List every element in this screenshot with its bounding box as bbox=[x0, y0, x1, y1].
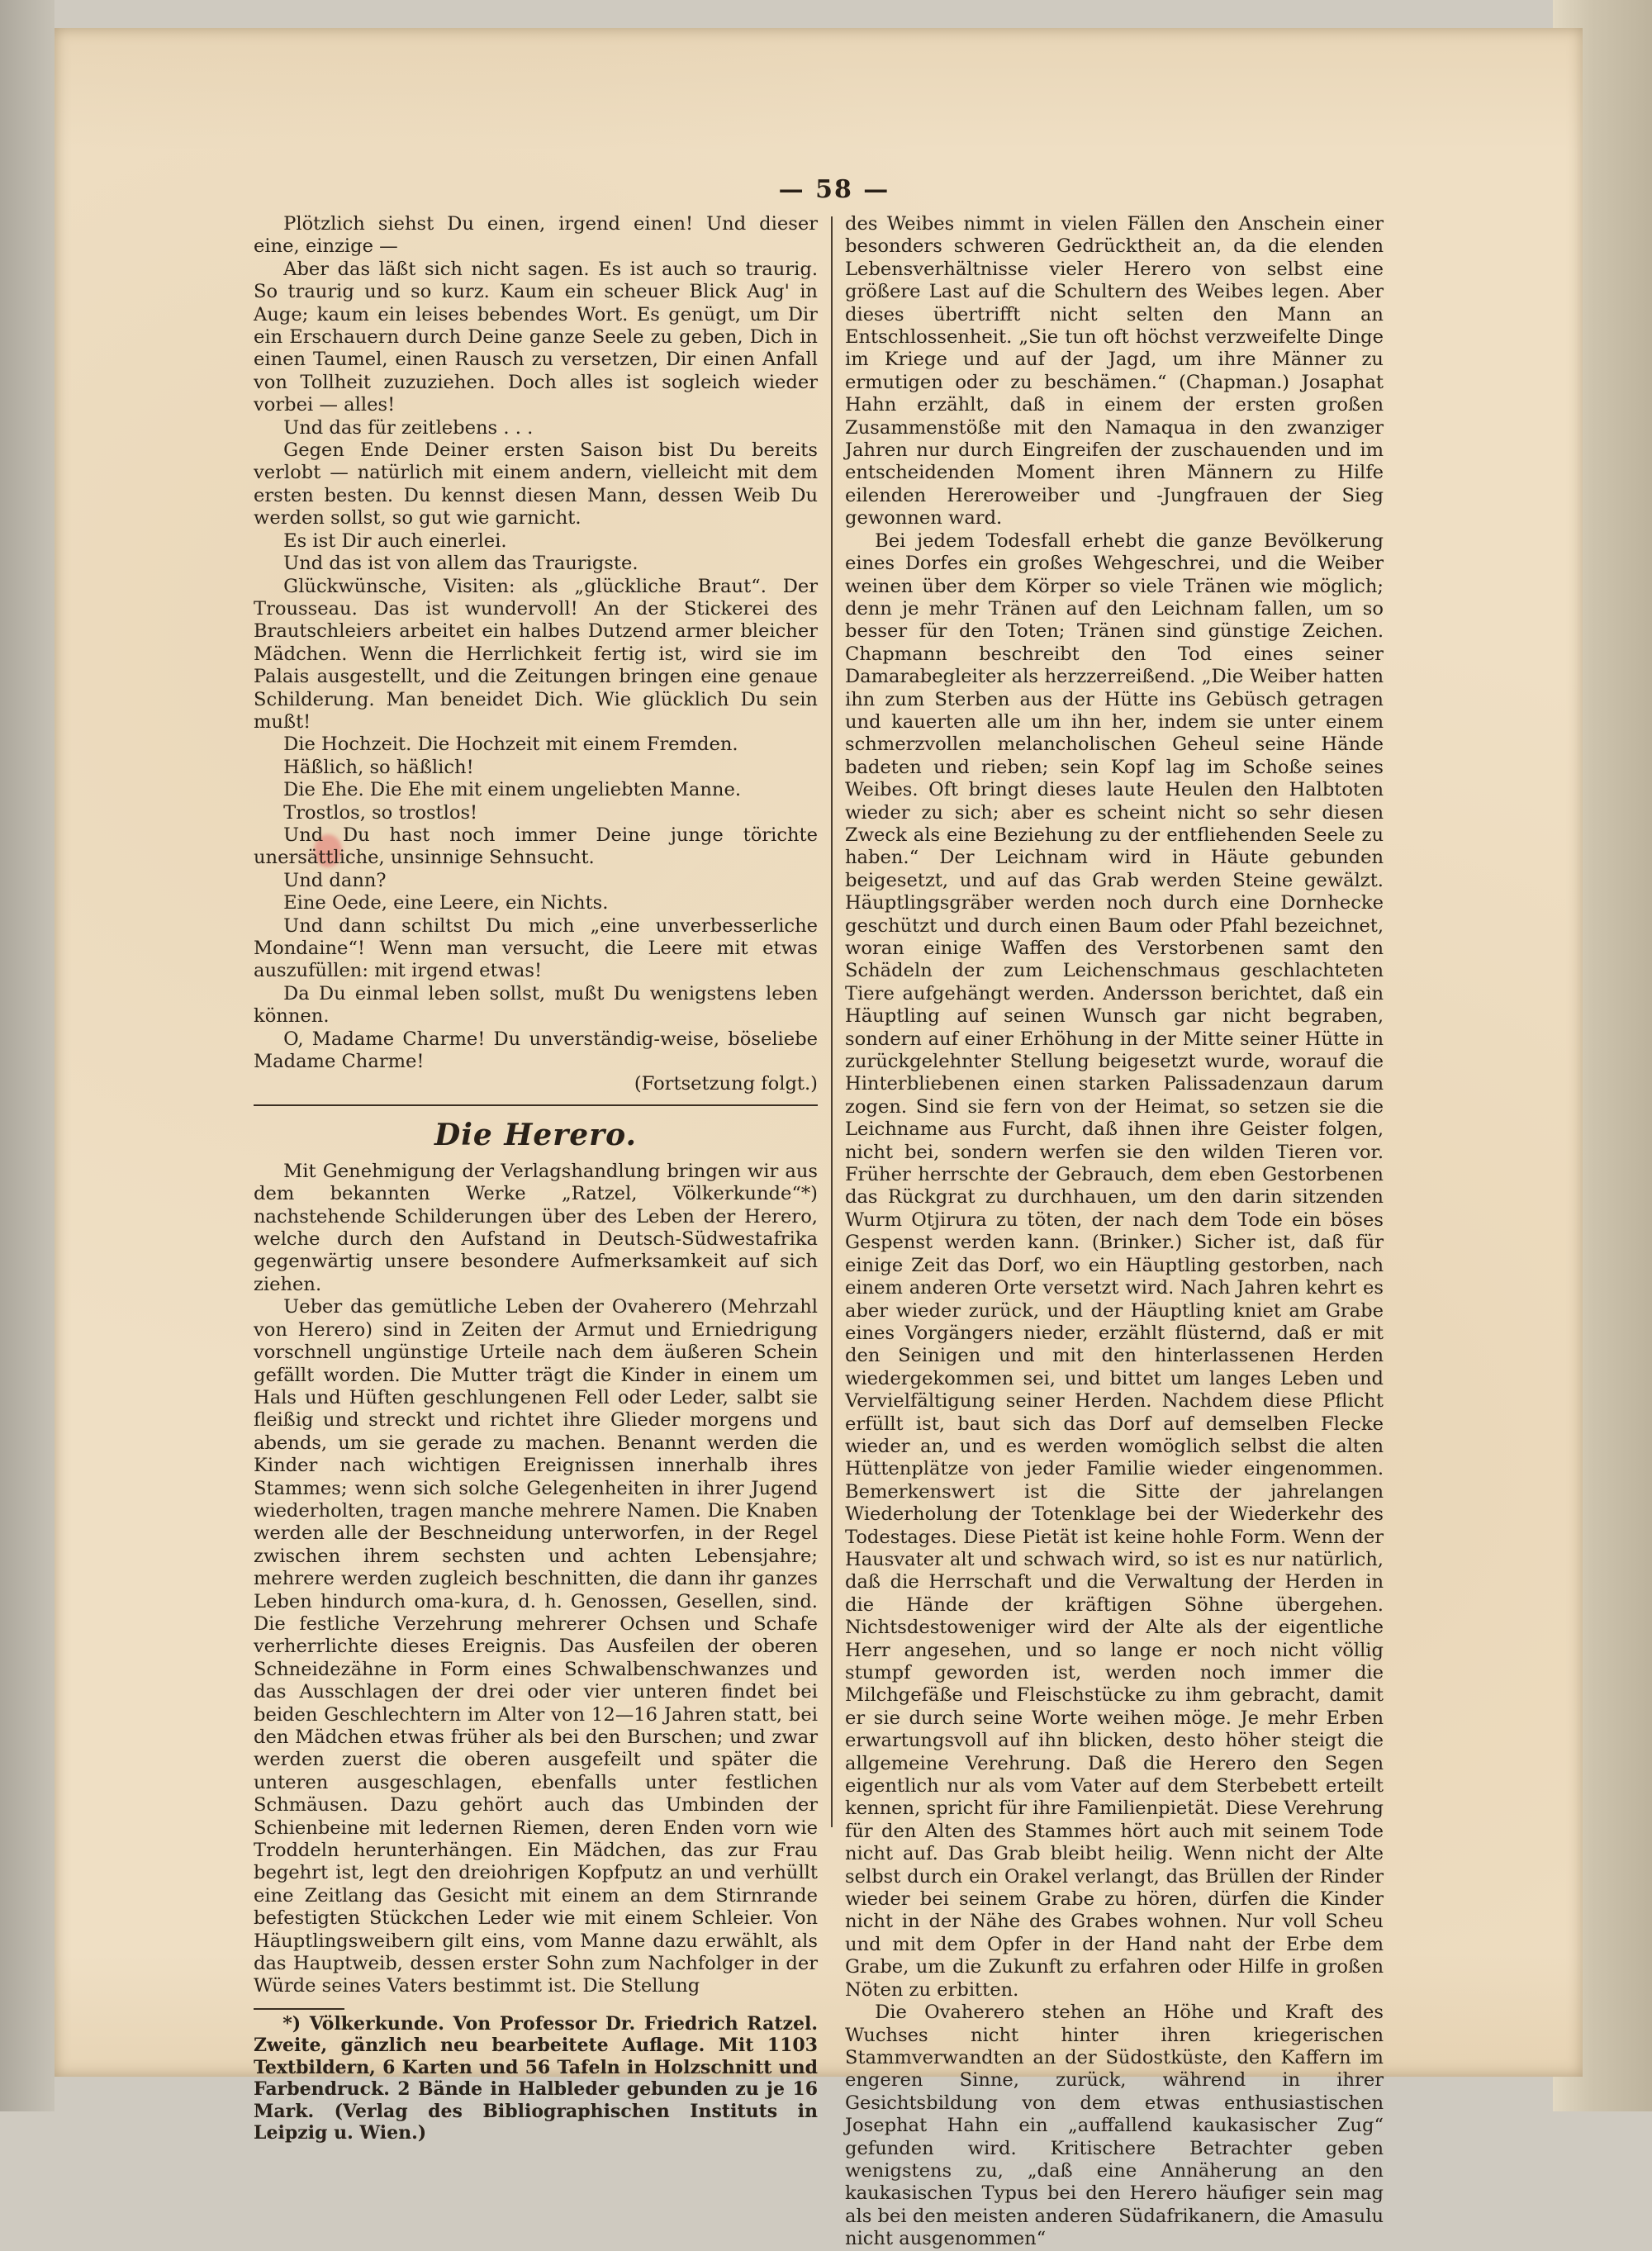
footnote: *) Völkerkunde. Von Professor Dr. Friedrich Ratzel. Zweite, gänzlich neu bearbeitete Auflage. Mit 1103 Textbildern, 6 Karten und 56 Tafeln in Holzschnitt und Farbendruck. 2 Bände in Halbleder gebunden zu je 16 Mark. (Verlag des Bibliographischen Instituts in Leipzig u. Wien.) bbox=[254, 2012, 818, 2144]
paragraph: Und Du hast noch immer Deine junge törichte unersättliche, unsinnige Sehnsucht. bbox=[254, 824, 818, 869]
paragraph: Die Ehe. Die Ehe mit einem ungeliebten Manne. bbox=[283, 779, 742, 801]
paragraph: Es ist Dir auch einerlei. bbox=[283, 530, 507, 552]
article-title: Die Herero. bbox=[434, 1117, 637, 1152]
article-paragraph: Mit Genehmigung der Verlagshandlung bringen wir aus dem bekannten Werke „Ratzel, Völkerkunde“*) nachstehende Schilderungen über des Leben der Herero, welche durch den Aufstand in Deutsch-Südwestafrika gegenwärtig unsere besondere Aufmerksamkeit auf sich ziehen. bbox=[254, 1160, 818, 1295]
paragraph: Die Hochzeit. Die Hochzeit mit einem Fremden. bbox=[283, 734, 738, 756]
article-paragraph: Bei jedem Todesfall erhebt die ganze Bevölkerung eines Dorfes ein großes Wehgeschrei, und die Weiber weinen über dem Körper so viele Tränen wie möglich; denn je mehr Tränen auf den Leichnam fallen, um so besser für den Toten; Tränen sind günstige Zeichen. Chapmann beschreibt den Tod eines seiner Damarabegleiter als herzzerreißend. „Die Weiber hatten ihn zum Sterben aus der Hütte ins Gebüsch getragen und kauerten alle um ihn her, indem sie unter einem schmerzvollen melancholischen Geheul seine Hände badeten und rieben; sein Kopf lag im Schoße seines Weibes. Oft bringt dieses laute Heulen den Halbtoten wieder zu sich; aber es scheint nicht so sehr diesen Zweck als eine Beziehung zu der entfliehenden Seele zu haben.“ Der Leichnam wird in Häute gebunden beigesetzt, und auf das Grab werden Steine gewälzt. Häuptlingsgräber werden noch durch eine Dornhecke geschützt und durch einen Baum oder Pfahl bezeichnet, woran einige Waffen des Verstorbenen samt den Schädeln der zum Leichenschmaus geschlachteten Tiere aufgehängt werden. Andersson berichtet, daß ein Häuptling auf seinen Wunsch gar nicht begraben, sondern auf einer Erhöhung in der Mitte seiner Hütte in zurückgelehnter Stellung beigesetzt wurde, worauf die Hinterbliebenen einen starken Palissadenzaun darum zogen. Sind sie fern von der Heimat, so setzen sie die Leichname aus Furcht, daß ihnen ihre Geister folgen, nicht bei, sondern werfen sie den wilden Tieren vor. Früher herrschte der Gebrauch, dem eben Gestorbenen das Rückgrat zu durchhauen, um den darin sitzenden Wurm Otjirura zu töten, der nach dem Tode ein böses Gespenst werden kann. (Brinker.) Sicher ist, daß für einige Zeit das Dorf, wo ein Häuptling gestorben, nach einem anderen Orte versetzt wird. Nach Jahren kehrt es aber wieder zurück, und der Häuptling kniet am Grabe eines Vorgängers nieder, erzählt flüsternd, daß er mit den Seinigen und mit den hinterlassenen Herden wiedergekommen sei, und bittet um langes Leben und Vervielfältigung seiner Herden. Nachdem diese Pflicht erfüllt ist, baut sich das Dorf auf demselben Flecke wieder an, und es werden womöglich selbst die alten Hüttenplätze von jeder Familie wieder eingenommen. Bemerkenswert ist die Sitte der jahrelangen Wiederholung der Totenklage bei der Wiederkehr des Todestages. Diese Pietät ist keine hohle Form. Wenn der Hausvater alt und schwach wird, so ist es nur natürlich, daß die Herrschaft und die Verwaltung der Herden in die Hände der kräftigen Söhne übergehen. Nichtsdestoweniger wird der Alte als der eigentliche Herr angesehen, und so lange er noch nicht völlig stumpf geworden ist, werden noch immer die Milchgefäße und Fleischstücke zu ihm gebracht, damit er sie durch seine Worte weihen möge. Je mehr Erben erwartungsvoll auf ihn blicken, desto höher steigt die allgemeine Verehrung. Daß die Herero den Segen eigentlich nur als vom Vater auf dem Sterbebett erteilt kennen, spricht für ihre Familienpietät. Diese Verehrung für den Alten des Stammes hört auch mit seinem Tode nicht auf. Das Grab bleibt heilig. Wenn nicht der Alte selbst durch ein Orakel verlangt, das Brüllen der Rinder wieder bei seinem Grabe zu hören, dürfen die Kinder nicht in der Nähe des Grabes wohnen. Nur voll Scheu und mit dem Opfer in der Hand naht der Erbe dem Grabe, um die Zukunft zu erfahren oder Hilfe in großen Nöten zu erbitten. bbox=[845, 530, 1384, 2001]
paragraph: Und dann? bbox=[283, 869, 387, 891]
paragraph: Häßlich, so häßlich! bbox=[283, 756, 474, 778]
paragraph: Gegen Ende Deiner ersten Saison bist Du bereits verlobt — natürlich mit einem andern, vielleicht mit dem ersten besten. Du kennst diesen Mann, dessen Weib Du werden sollst, so gut wie garnicht. bbox=[254, 439, 818, 530]
paragraph: Glückwünsche, Visiten: als „glückliche Braut“. Der Trousseau. Das ist wundervoll! An der Stickerei des Brautschleiers arbeitet ein halbes Dutzend armer bleicher Mädchen. Wenn die Herrlichkeit fertig ist, wird sie im Palais ausgestellt, und die Zeitungen bringen eine genaue Schilderung. Man beneidet Dich. Wie glücklich Du sein mußt! bbox=[254, 575, 818, 733]
paragraph: Eine Oede, eine Leere, ein Nichts. bbox=[283, 892, 609, 914]
column-divider bbox=[831, 216, 833, 1827]
footnote-divider bbox=[254, 2008, 344, 2010]
paragraph: Und das ist von allem das Traurigste. bbox=[283, 553, 638, 575]
right-column bbox=[845, 213, 1384, 2251]
paragraph: O, Madame Charme! Du unverständig-weise, böseliebe Madame Charme! bbox=[254, 1028, 818, 1073]
article-paragraph: Die Ovaherero stehen an Höhe und Kraft des Wuchses nicht hinter ihren kriegerischen Stammverwandten an der Südostküste, den Kaffern im engeren Sinne, zurück, während in ihrer Gesichtsbildung von dem etwas enthusiastischen Josephat Hahn ein „auffallend kaukasischer Zug“ gefunden wird. Kritischere Betrachter geben wenigstens zu, „daß eine Annäherung an den kaukasischen Typus bei den Herero häufiger sein mag als bei den meisten anderen Südafrikanern, die Amasulu nicht ausgenommen“ bbox=[845, 2002, 1384, 2250]
paragraph: Da Du einmal leben sollst, mußt Du wenigstens leben können. bbox=[254, 982, 818, 1028]
paragraph: Und das für zeitlebens . . . bbox=[283, 416, 534, 439]
paragraph: Aber das läßt sich nicht sagen. Es ist auch so traurig. So traurig und so kurz. Kaum ein scheuer Blick Aug' in Auge; kaum ein leises bebendes Wort. Es genügt, um Dir ein Erschauern durch Deine ganze Seele zu geben, Dich in einen Taumel, einen Rausch zu versetzen, Dir einen Anfall von Tollheit zuzuziehen. Doch alles ist sogleich wieder vorbei — alles! bbox=[254, 258, 818, 416]
continuation-note: (Fortsetzung folgt.) bbox=[634, 1073, 818, 1095]
paragraph: Plötzlich siehst Du einen, irgend einen! Und dieser eine, einzige — bbox=[254, 213, 818, 258]
article-paragraph: des Weibes nimmt in vielen Fällen den Anschein einer besonders schweren Gedrücktheit an, da die elenden Lebensverhältnisse vieler Herero von selbst eine größere Last auf die Schultern des Weibes legen. Aber dieses übertrifft nicht selten den Mann an Entschlossenheit. „Sie tun oft höchst verzweifelte Dinge im Kriege und auf der Jagd, um ihre Männer zu ermutigen oder zu beschämen.“ (Chapman.) Josaphat Hahn erzählt, daß in einem der ersten großen Zusammenstöße mit den Namaqua in den zwanziger Jahren nur durch Eingreifen der zuschauenden und im entscheidenden Moment ihren Männern zu Hilfe eilenden Hereroweiber und -Jungfrauen der Sieg gewonnen ward. bbox=[845, 213, 1384, 530]
paragraph: Trostlos, so trostlos! bbox=[283, 801, 478, 824]
article-paragraph: Ueber das gemütliche Leben der Ovaherero (Mehrzahl von Herero) sind in Zeiten der Armut und Erniedrigung vorschnell ungünstige Urteile nach dem äußeren Schein gefällt worden. Die Mutter trägt die Kinder in einem um Hals und Hüften geschlungenen Fell oder Leder, salbt sie fleißig und streckt und richtet ihre Glieder morgens und abends, um sie gerade zu machen. Benannt werden die Kinder nach wichtigen Ereignissen innerhalb ihres Stammes; wenn sich solche Gelegenheiten in ihrer Jugend wiederholten, tragen manche mehrere Namen. Die Knaben werden alle der Beschneidung unterworfen, in der Regel zwischen ihrem sechsten und achten Lebensjahre; mehrere werden zugleich beschnitten, die dann ihr ganzes Leben hindurch oma-kura, d. h. Genossen, Gesellen, sind. Die festliche Verzehrung mehrerer Ochsen und Schafe verherrlichte dieses Ereignis. Das Ausfeilen der oberen Schneidezähne in Form eines Schwalbenschwanzes und das Ausschlagen der drei oder vier unteren findet bei beiden Geschlechtern im Alter von 12—16 Jahren statt, bei den Mädchen etwas früher als bei den Burschen; und zwar werden zuerst die oberen ausgefeilt und später die unteren ausgeschlagen, ebenfalls unter festlichen Schmäusen. Dazu gehört auch das Umbinden der Schienbeine mit ledernen Riemen, deren Enden vorn wie Troddeln herunterhängen. Ein Mädchen, das zur Frau begehrt ist, legt den dreiohrigen Kopfputz an und verhüllt eine Zeitlang das Gesicht mit einem an dem Stirnrande befestigten Stückchen Leder wie mit einem Schleier. Von Häuptlingsweibern gilt eins, vom Manne dazu erwählt, als das Hauptweib, dessen erster Sohn zum Nachfolger in der Würde seines Vaters bestimmt ist. Die Stellung bbox=[254, 1296, 818, 1997]
section-divider bbox=[254, 1104, 818, 1106]
scan-backdrop-left bbox=[0, 0, 55, 2111]
left-column bbox=[254, 213, 818, 2144]
paragraph: Und dann schiltst Du mich „eine unverbesserliche Mondaine“! Wenn man versucht, die Leere mit etwas auszufüllen: mit irgend etwas! bbox=[254, 914, 818, 982]
page-number: — 58 — bbox=[778, 175, 890, 204]
